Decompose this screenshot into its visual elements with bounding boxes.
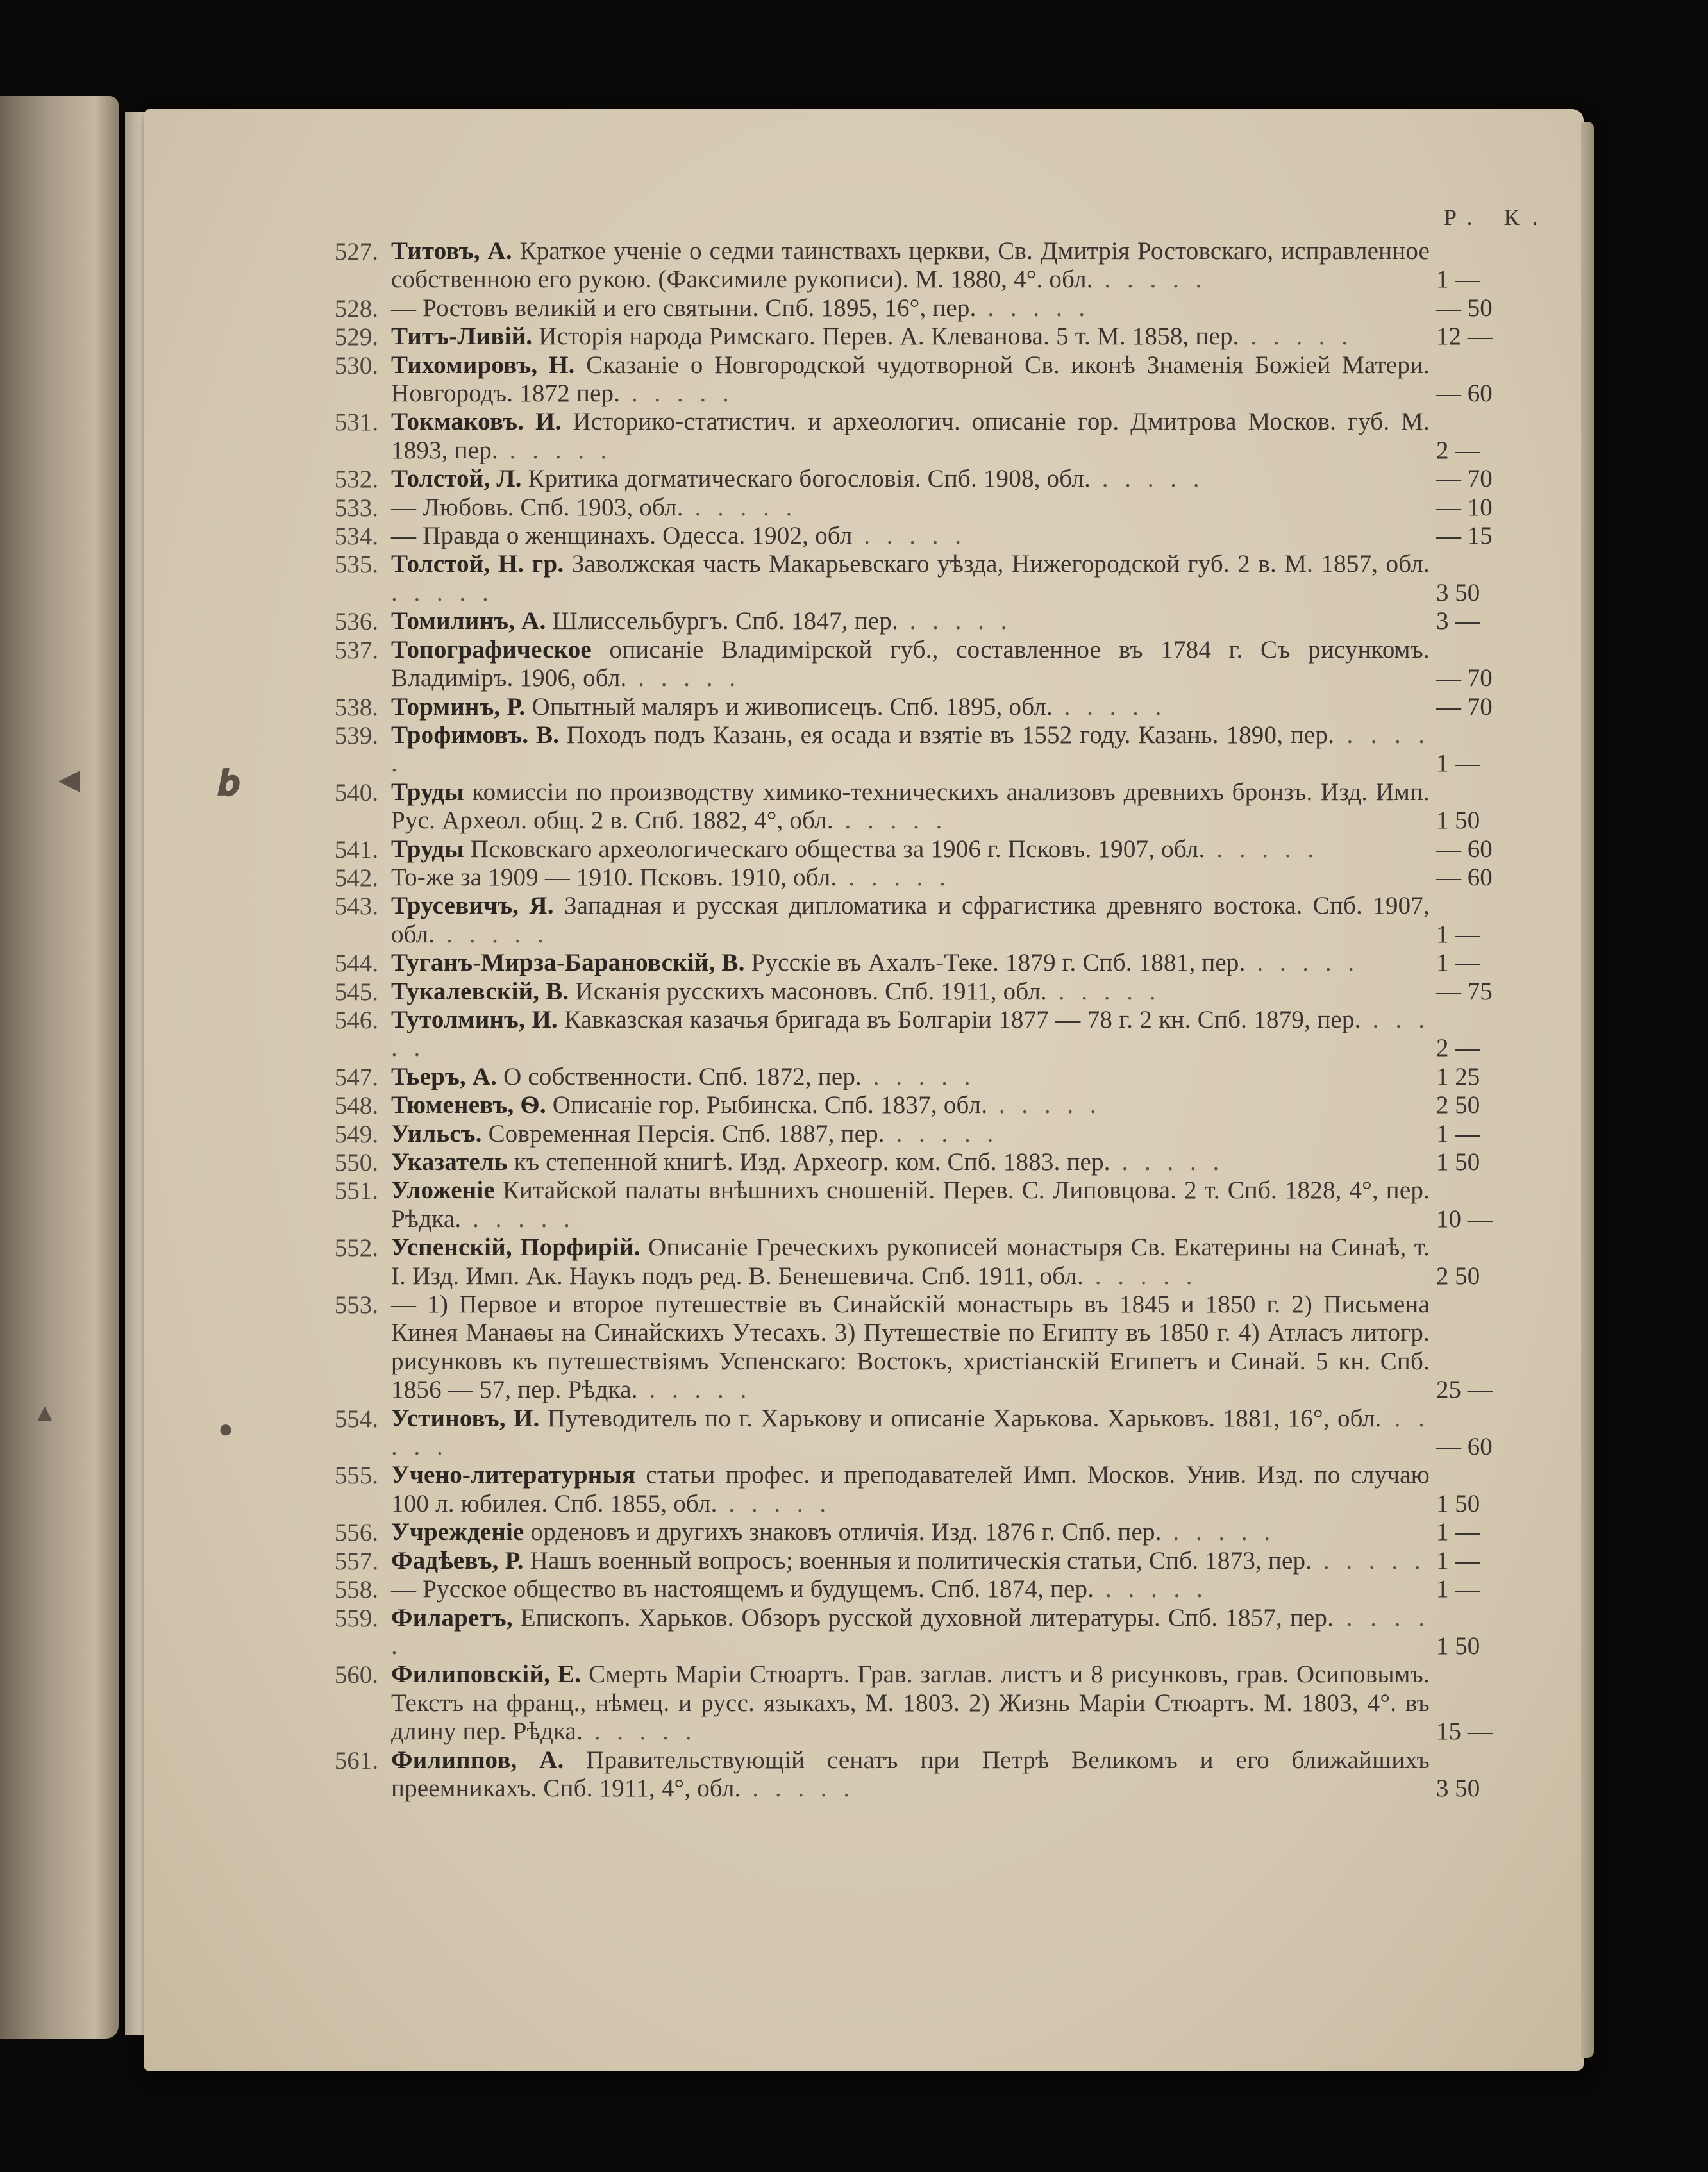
entry-description: — Русское общество въ настоящемъ и будущемъ. Спб. 1874, пер. [391,1575,1094,1603]
leader-dots: . . . . . [862,1062,976,1090]
entry-number: 555. [334,1462,378,1490]
entry-text [391,721,1430,778]
entry-price: 2 50 [1436,1091,1480,1119]
entry-description: Епископъ. Харьков. Обзоръ русской духовной литературы. Спб. 1857, пер. [520,1603,1334,1632]
entry-text [391,237,1430,294]
catalog-entry [308,1233,1526,1291]
entry-number: 547. [334,1063,378,1091]
entry-number: 543. [334,892,378,921]
margin-mark: ▲ [32,1398,58,1427]
entry-author: Толстой, Л. [391,465,522,493]
leader-dots: . . . . . [1090,465,1205,493]
entry-author: Тихомировъ, Н. [391,351,575,379]
entry-text [391,636,1430,693]
entry-number: 532. [334,465,378,494]
leader-dots: . . . . . [1093,265,1207,294]
entry-author: Титовъ, А. [391,237,512,265]
entry-price: 1 — [1436,749,1480,778]
entry-price: 25 — [1436,1376,1493,1404]
catalog-entry [308,1660,1526,1746]
facing-page-edge [0,96,119,2039]
entry-description: комиссіи по производству химико-техническихъ анализовъ древнихъ бронзъ. Изд. Имп. Рус. Археол. общ. 2 в. Спб. 1882, 4°, обл. [391,778,1430,835]
entry-number: 539. [334,721,378,749]
entry-text [391,408,1430,465]
entry-text [391,1604,1430,1661]
entry-text [391,835,1430,864]
entry-price: 1 — [1436,1119,1480,1148]
entry-description: Критика догматическаго богословія. Спб. 1908, обл. [528,465,1091,493]
entry-price: — 60 [1436,863,1493,891]
entry-text [391,978,1430,1006]
margin-mark: 𝒃 [218,764,240,803]
entry-text [391,1176,1430,1233]
entry-author: Учено-литературныя [391,1461,636,1489]
entry-description: — Правда о женщинахъ. Одесса. 1902, обл [391,522,853,550]
leader-dots: . . . . . [837,863,951,891]
leader-dots: . . . . . [583,1717,697,1746]
entry-text [391,864,1430,892]
entry-price: 1 50 [1436,1148,1480,1176]
entry-text [391,550,1430,607]
entry-number: 541. [334,835,378,864]
entry-number: 535. [334,551,378,579]
catalog-entry [308,1063,1526,1091]
entry-number: 546. [334,1006,378,1034]
entry-number: 548. [334,1092,378,1120]
entry-price: 10 — [1436,1205,1493,1233]
entry-text [391,778,1430,835]
leader-dots: . . . . . [626,664,741,692]
entry-description: — 1) Первое и второе путешествіе въ Синайскій монастырь въ 1845 и 1850 г. 2) Письмена Кинея Манаѳы на Синайскихъ Утесахъ. 3) Путешествіе по Египту въ 1850 г. 4) Атласъ литогр. рисунковъ къ путешествіямъ Успенскаго: Востокъ, христіанскій Египетъ и Синай. 5 кн. Спб. 1856 — 57, пер. Рѣдка. [391,1291,1430,1404]
entry-author: Трофимовъ. В. [391,721,560,749]
catalog-entry [308,978,1526,1006]
leader-dots: . . . . . [1245,949,1360,977]
leader-dots: . . . . . [391,1603,1430,1660]
catalog-entry [308,465,1526,493]
entry-description: Опытный маляръ и живописецъ. Спб. 1895, обл. [532,692,1053,721]
entry-description: Кавказская казачья бригада въ Болгаріи 1877 — 78 г. 2 кн. Спб. 1879, пер. [564,1005,1361,1033]
entry-price: 1 50 [1436,1489,1480,1517]
entry-number: 545. [334,978,378,1006]
leader-dots: . . . . . [1312,1546,1426,1575]
entry-author: Торминъ, Р. [391,692,526,721]
entry-number: 561. [334,1746,378,1775]
entry-price: — 60 [1436,380,1493,408]
entry-description: Правительствующій сенатъ при Петрѣ Великомъ и его ближайшихъ преемникахъ. Спб. 1911, 4°, обл. [391,1746,1430,1802]
entry-author: Тюменевъ, Ѳ. [391,1091,546,1119]
entry-number: 528. [334,294,378,322]
entry-text [391,1746,1430,1803]
entry-description: Китайской палаты внѣшнихъ сношеній. Перев. С. Липовцова. 2 т. Спб. 1828, 4°, пер. Рѣдка. [391,1176,1430,1233]
entry-description: О собственности. Спб. 1872, пер. [503,1062,862,1090]
leader-dots: . . . . . [1205,835,1319,863]
entry-author: Тукалевскій, В. [391,977,569,1005]
entry-price: 3 — [1436,607,1480,635]
entry-author: Тутолминъ, И. [391,1005,558,1033]
entry-number: 550. [334,1149,378,1176]
entry-price: — 70 [1436,664,1493,692]
entry-price: 1 — [1436,1575,1480,1603]
entry-price: 15 — [1436,1717,1493,1746]
catalog-entry [308,1604,1526,1661]
catalog-entry [308,1291,1526,1405]
entry-number: 536. [334,608,378,636]
leader-dots: . . . . . [620,380,734,408]
entry-author: Филиповскій, Е. [391,1660,582,1689]
entry-author: Трусевичъ, Я. [391,892,554,920]
leader-dots: . . . . . [391,721,1430,778]
catalog-entry [308,1547,1526,1575]
catalog-entry [308,778,1526,835]
entry-description: Путеводитель по г. Харькову и описаніе Харькова. Харьковъ. 1881, 16°, обл. [547,1404,1382,1432]
leader-dots: . . . . . [1161,1518,1276,1546]
entry-text [391,1405,1430,1462]
entry-price: 2 — [1436,1034,1480,1062]
entry-author: Филиппов, А. [391,1746,564,1774]
entry-number: 527. [334,238,378,265]
entry-description: Западная и русская дипломатика и сфрагистика древняго востока. Спб. 1907, обл. [391,892,1430,948]
entry-description: Заволжская часть Макарьевскаго уѣзда, Нижегородской губ. 2 в. М. 1857, обл. [571,550,1430,578]
entry-number: 529. [334,323,378,351]
catalog-entry [308,322,1526,351]
entry-number: 554. [334,1405,378,1433]
entry-description: Нашъ военный вопросъ; военныя и политическія статьи, Спб. 1873, пер. [530,1546,1312,1575]
leader-dots: . . . . . [637,1376,752,1404]
entry-author: Туганъ-Мирза-Барановскій, В. [391,949,745,977]
entry-author: Тьеръ, А. [391,1062,498,1090]
entry-text [391,1660,1430,1746]
leader-dots: . . . . . [391,1404,1430,1461]
entry-description: Шлиссельбургъ. Спб. 1847, пер. [552,607,898,635]
entry-price: 1 — [1436,1518,1480,1546]
entry-description: описаніе Владимірской губ., составленное въ 1784 г. Съ рисункомъ. Владиміръ. 1906, обл. [391,635,1430,692]
entry-number: 538. [334,693,378,721]
entry-description: Описаніе Греческихъ рукописей монастыря Св. Екатерины на Синаѣ, т. I. Изд. Имп. Ак. Наукъ подъ ред. В. Бенешевича. Спб. 1911, обл. [391,1233,1430,1290]
entry-description: — Ростовъ великій и его святыни. Спб. 1895, 16°, пер. [391,294,976,322]
entry-price: — 10 [1436,493,1493,521]
entry-text [391,693,1430,721]
entry-text [391,322,1430,351]
leader-dots: . . . . . [884,1119,999,1148]
entry-author: Уильсъ. [391,1119,482,1148]
catalog-entry [308,864,1526,892]
entry-price: 1 50 [1436,1632,1480,1660]
catalog-entry [308,351,1526,408]
leader-dots: . . . . . [498,436,612,464]
leader-dots: . . . . . [987,1091,1101,1119]
leader-dots: . . . . . [741,1774,855,1802]
catalog-entry [308,522,1526,550]
entry-text [391,1006,1430,1063]
leader-dots: . . . . . [1052,692,1167,721]
entry-price: — 70 [1436,692,1493,721]
leader-dots: . . . . . [852,522,967,550]
entry-price: 12 — [1436,322,1493,351]
page-edge [1581,122,1594,2058]
currency-header: Р. К. [1444,205,1551,230]
entry-price: — 60 [1436,835,1493,863]
leader-dots: . . . . . [976,294,1091,322]
entry-text [391,892,1430,949]
entry-description: — Любовь. Спб. 1903, обл. [391,493,683,521]
entry-description: Описаніе гор. Рыбинска. Спб. 1837, обл. [552,1091,988,1119]
entry-text [391,522,1430,550]
leader-dots: . . . . . [391,578,494,606]
catalog-entry [308,1006,1526,1063]
entry-text [391,465,1430,493]
entry-number: 560. [334,1661,378,1689]
catalog-entry [308,1091,1526,1119]
entry-author: Учрежденіе [391,1518,524,1546]
entry-description: Историко-статистич. и археологич. описаніе гор. Дмитрова Москов. губ. М. 1893, пер. [391,408,1430,464]
leader-dots: . . . . . [898,607,1012,635]
catalog-entry [308,1461,1526,1518]
entry-author: Труды [391,778,464,806]
entry-price: 1 — [1436,920,1480,948]
entry-number: 552. [334,1234,378,1262]
entry-price: 1 50 [1436,806,1480,835]
entry-number: 551. [334,1177,378,1205]
catalog-entry [308,1575,1526,1603]
entry-author: Фадѣевъ, Р. [391,1546,524,1575]
catalog-entry [308,408,1526,465]
entry-number: 542. [334,864,378,892]
leader-dots: . . . . . [461,1205,575,1233]
entry-text [391,1461,1430,1518]
entry-text [391,1575,1430,1603]
entry-text [391,949,1430,977]
catalog-entry [308,892,1526,949]
catalog-entry [308,1405,1526,1462]
entry-description: Походъ подъ Казань, ея осада и взятіе въ 1552 году. Казань. 1890, пер. [566,721,1335,749]
entry-author: Толстой, Н. гр. [391,550,564,578]
catalog-entry [308,1746,1526,1803]
entry-price: 3 50 [1436,578,1480,606]
entry-author: Титъ-Ливій. [391,322,533,351]
entry-price: — 15 [1436,522,1493,550]
entry-author: Топографическое [391,635,592,664]
catalog-entries [308,237,1526,1803]
entry-number: 537. [334,636,378,664]
entry-price: 1 25 [1436,1062,1480,1090]
entry-author: Токмаковъ. И. [391,408,562,436]
catalog-entry [308,1176,1526,1233]
entry-number: 557. [334,1547,378,1575]
entry-text [391,607,1430,635]
leader-dots: . . . . . [1110,1148,1225,1176]
entry-number: 556. [334,1519,378,1547]
catalog-entry [308,294,1526,322]
entry-price: 1 — [1436,265,1480,294]
entry-text [391,1233,1430,1291]
entry-author: Филаретъ, [391,1603,513,1632]
entry-text [391,494,1430,522]
entry-number: 549. [334,1120,378,1148]
catalog-entry [308,1518,1526,1546]
entry-number: 533. [334,494,378,522]
entry-text [391,351,1430,408]
entry-price: 2 — [1436,436,1480,464]
catalog-entry [308,1148,1526,1176]
margin-mark: ● [218,1414,234,1443]
entry-description: статьи профес. и преподавателей Имп. Москов. Унив. Изд. по случаю 100 л. юбилея. Спб. 1855, обл. [391,1461,1430,1517]
leader-dots: . . . . . [717,1489,832,1517]
entry-description: орденовъ и другихъ знаковъ отличія. Изд. 1876 г. Спб. пер. [530,1518,1162,1546]
entry-price: 2 50 [1436,1262,1480,1290]
catalog-entry [308,949,1526,977]
entry-text [391,1063,1430,1091]
entry-price: — 50 [1436,294,1493,322]
entry-price: — 70 [1436,465,1493,493]
entry-text [391,1547,1430,1575]
entry-description: Русскіе въ Ахалъ-Теке. 1879 г. Спб. 1881, пер. [751,949,1246,977]
leader-dots: . . . . . [1239,322,1353,351]
entry-number: 534. [334,522,378,551]
entry-number: 559. [334,1604,378,1632]
entry-text [391,1148,1430,1176]
catalog-entry [308,636,1526,693]
entry-text [391,294,1430,322]
entry-author: Уложеніе [391,1176,495,1205]
leader-dots: . . . . . [683,493,798,521]
entry-description: Современная Персія. Спб. 1887, пер. [488,1119,885,1148]
entry-text [391,1120,1430,1148]
entry-number: 553. [334,1291,378,1319]
entry-description: Смерть Маріи Стюартъ. Грав. заглав. листъ и 8 рисунковъ, грав. Осиповымъ. Текстъ на франц., нѣмец. и русс. языкахъ, М. 1803. 2) Жизнь Маріи Стюартъ. М. 1803, 4°. въ длину пер. Рѣдка. [391,1660,1430,1746]
margin-mark: ◄ [51,760,87,800]
entry-description: Исканія русскихъ масоновъ. Спб. 1911, обл. [575,977,1047,1005]
leader-dots: . . . . . [833,806,948,835]
entry-price: 3 50 [1436,1774,1480,1802]
catalog-entry [308,1120,1526,1148]
entry-price: — 60 [1436,1433,1493,1461]
entry-text [391,1291,1430,1405]
entry-description: То-же за 1909 — 1910. Псковъ. 1910, обл. [391,863,837,891]
entry-author: Труды [391,835,464,863]
leader-dots: . . . . . [435,920,549,948]
entry-number: 540. [334,778,378,806]
entry-author: Указатель [391,1148,508,1176]
catalog-entry [308,494,1526,522]
entry-author: Успенскій, Порфирій. [391,1233,640,1262]
entry-price: — 75 [1436,977,1493,1005]
entry-number: 558. [334,1576,378,1604]
catalog-entry [308,607,1526,635]
entry-number: 530. [334,351,378,380]
entry-description: къ степенной книгѣ. Изд. Археогр. ком. Спб. 1883. пер. [514,1148,1110,1176]
entry-text [391,1518,1430,1546]
leader-dots: . . . . . [391,1005,1430,1062]
entry-author: Устиновъ, И. [391,1404,540,1432]
entry-text [391,1091,1430,1119]
leader-dots: . . . . . [1094,1575,1208,1603]
leader-dots: . . . . . [1047,977,1161,1005]
entry-description: Исторія народа Римскаго. Перев. А. Клеванова. 5 т. М. 1858, пер. [539,322,1239,351]
catalog-entry [308,237,1526,294]
catalog-entry [308,835,1526,864]
entry-description: Псковскаго археологическаго общества за 1906 г. Псковъ. 1907, обл. [470,835,1205,863]
entry-number: 531. [334,408,378,437]
entry-description: Краткое ученіе о седми таинствахъ церкви, Св. Дмитрія Ростовскаго, исправленное собственною его рукою. (Факсимиле рукописи). М. 1880, 4°. обл. [391,237,1430,294]
entry-author: Томилинъ, А. [391,607,546,635]
catalog-entry [308,693,1526,721]
catalog-entry [308,721,1526,778]
entry-description: Сказаніе о Новгородской чудотворной Св. иконѣ Знаменія Божіей Матери. Новгородъ. 1872 пер. [391,351,1430,408]
leader-dots: . . . . . [1083,1262,1198,1290]
catalog-entry [308,550,1526,607]
entry-price: 1 — [1436,1546,1480,1575]
entry-price: 1 — [1436,949,1480,977]
entry-number: 544. [334,949,378,978]
